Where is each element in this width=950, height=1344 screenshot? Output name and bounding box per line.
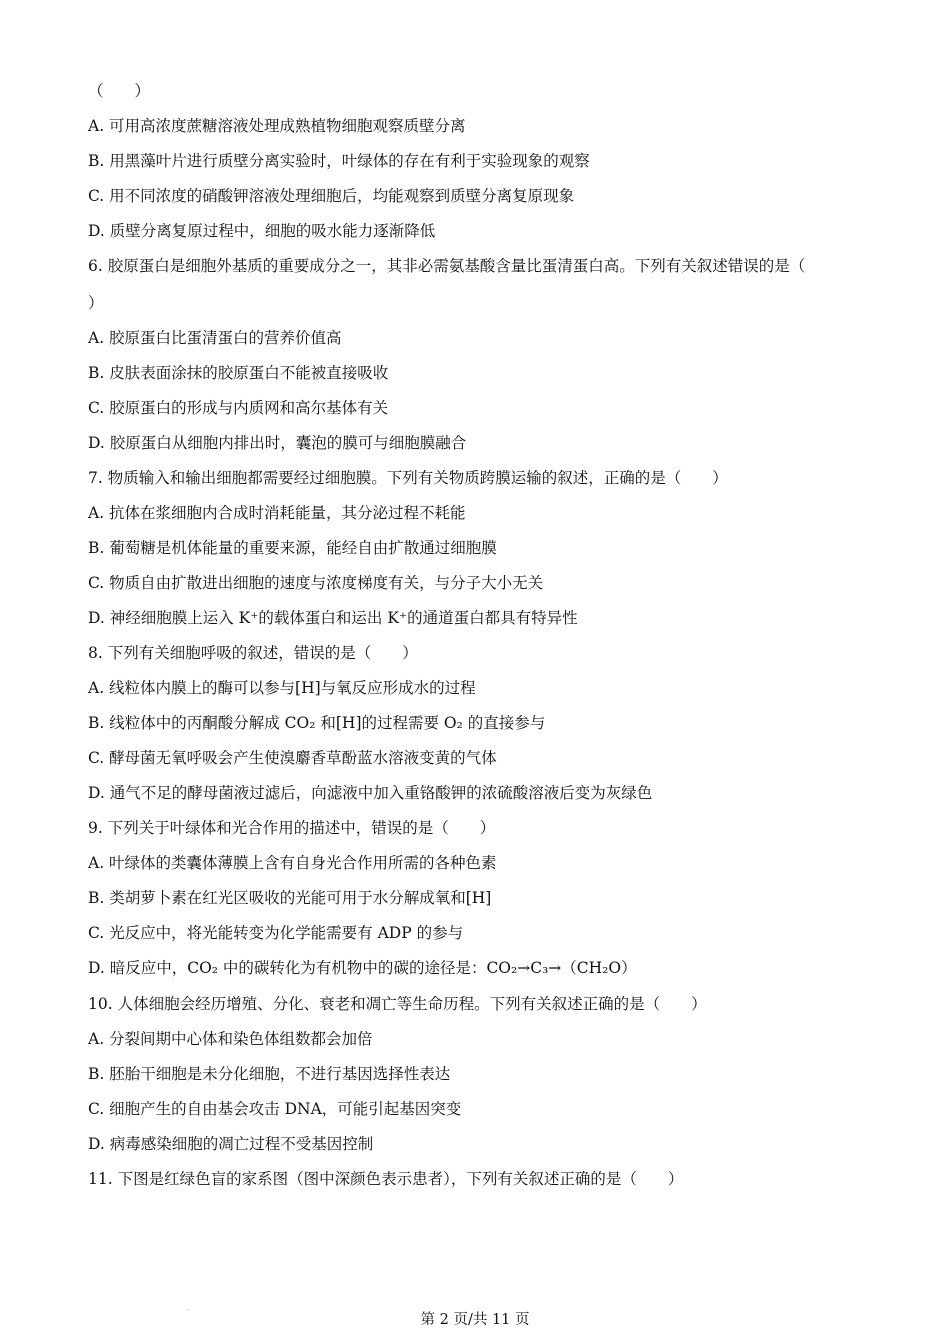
option-8a: A. 线粒体内膜上的酶可以参与[H]与氧反应形成水的过程	[88, 679, 476, 697]
page-footer: 第 2 页/共 11 页	[420, 1312, 530, 1328]
option-5d: D. 质壁分离复原过程中，细胞的吸水能力逐渐降低	[88, 222, 436, 240]
option-9c: C. 光反应中，将光能转变为化学能需要有 ADP 的参与	[88, 924, 464, 942]
option-7c: C. 物质自由扩散进出细胞的速度与浓度梯度有关，与分子大小无关	[88, 574, 544, 592]
question-11-stem: 11. 下图是红绿色盲的家系图（图中深颜色表示患者），下列有关叙述正确的是（ ）	[88, 1170, 684, 1188]
option-6c: C. 胶原蛋白的形成与内质网和高尔基体有关	[88, 399, 389, 417]
option-5c: C. 用不同浓度的硝酸钾溶液处理细胞后，均能观察到质壁分离复原现象	[88, 187, 575, 205]
option-6a: A. 胶原蛋白比蛋清蛋白的营养价值高	[88, 329, 342, 347]
option-10d: D. 病毒感染细胞的凋亡过程不受基因控制	[88, 1135, 374, 1153]
option-5b: B. 用黑藻叶片进行质壁分离实验时，叶绿体的存在有利于实验现象的观察	[88, 152, 590, 170]
question-6-stem: 6. 胶原蛋白是细胞外基质的重要成分之一，其非必需氨基酸含量比蛋清蛋白高。下列有关叙述错误的是（	[88, 257, 806, 275]
option-6b: B. 皮肤表面涂抹的胶原蛋白不能被直接吸收	[88, 364, 389, 382]
option-7b: B. 葡萄糖是机体能量的重要来源，能经自由扩散通过细胞膜	[88, 539, 497, 557]
question-10-stem: 10. 人体细胞会经历增殖、分化、衰老和凋亡等生命历程。下列有关叙述正确的是（ ）	[88, 995, 707, 1013]
question-7-stem: 7. 物质输入和输出细胞都需要经过细胞膜。下列有关物质跨膜运输的叙述，正确的是（ ）	[88, 469, 728, 487]
option-5a: A. 可用高浓度蔗糖溶液处理成熟植物细胞观察质壁分离	[88, 117, 466, 135]
option-9a: A. 叶绿体的类囊体薄膜上含有自身光合作用所需的各种色素	[88, 854, 497, 872]
question-8-stem: 8. 下列有关细胞呼吸的叙述，错误的是（ ）	[88, 644, 418, 662]
option-9d: D. 暗反应中，CO₂ 中的碳转化为有机物中的碳的途径是：CO₂→C₃→（CH₂O）	[88, 959, 637, 977]
question-5-bracket: （ ）	[88, 82, 151, 100]
option-7a: A. 抗体在浆细胞内合成时消耗能量，其分泌过程不耗能	[88, 504, 466, 522]
option-9b: B. 类胡萝卜素在红光区吸收的光能可用于水分解成氧和[H]	[88, 889, 492, 907]
question-6-bracket-close: ）	[88, 294, 104, 312]
option-10b: B. 胚胎干细胞是未分化细胞，不进行基因选择性表达	[88, 1065, 451, 1083]
option-10c: C. 细胞产生的自由基会攻击 DNA，可能引起基因突变	[88, 1100, 462, 1118]
option-10a: A. 分裂间期中心体和染色体组数都会加倍	[88, 1030, 373, 1048]
option-7d: D. 神经细胞膜上运入 K⁺的载体蛋白和运出 K⁺的通道蛋白都具有特异性	[88, 609, 578, 627]
option-8b: B. 线粒体中的丙酮酸分解成 CO₂ 和[H]的过程需要 O₂ 的直接参与	[88, 714, 546, 732]
question-9-stem: 9. 下列关于叶绿体和光合作用的描述中，错误的是（ ）	[88, 819, 496, 837]
page-mark: ·	[186, 1306, 189, 1315]
option-8d: D. 通气不足的酵母菌液过滤后，向滤液中加入重铬酸钾的浓硫酸溶液后变为灰绿色	[88, 784, 653, 802]
option-6d: D. 胶原蛋白从细胞内排出时，囊泡的膜可与细胞膜融合	[88, 434, 467, 452]
option-8c: C. 酵母菌无氧呼吸会产生使溴麝香草酚蓝水溶液变黄的气体	[88, 749, 497, 767]
